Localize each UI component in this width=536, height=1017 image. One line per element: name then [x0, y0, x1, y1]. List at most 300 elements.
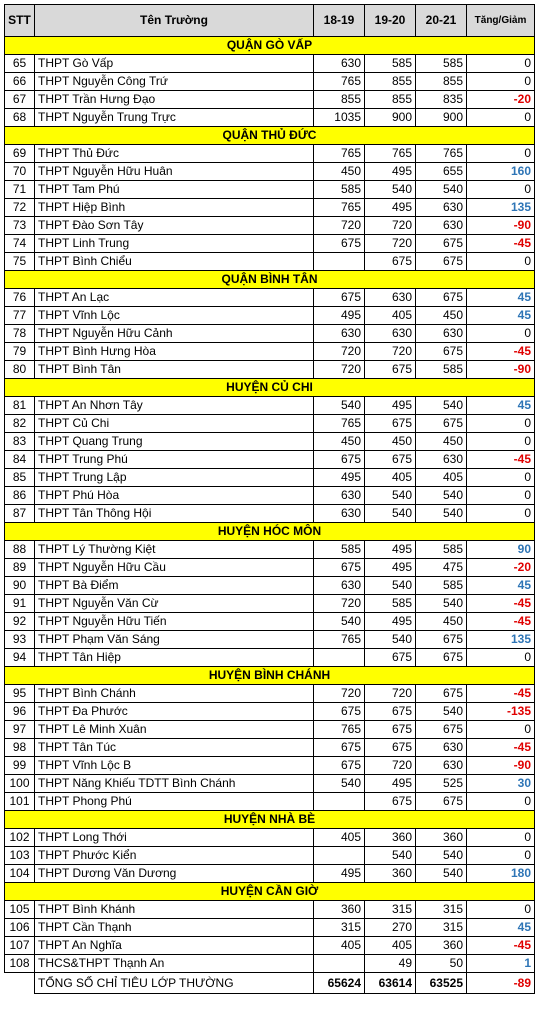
table-row: [5, 955, 535, 973]
row-year-20-21: 675: [416, 685, 467, 703]
row-change: 0: [467, 721, 535, 739]
row-stt: 100: [5, 775, 35, 793]
row-year-18-19: 720: [314, 217, 365, 235]
table-row: [5, 73, 535, 91]
row-year-19-20: 720: [365, 343, 416, 361]
row-year-18-19: 675: [314, 703, 365, 721]
row-year-20-21: 630: [416, 199, 467, 217]
row-school-name: THPT Đào Sơn Tây: [35, 217, 314, 235]
section-title: QUẬN GÒ VẤP: [5, 37, 535, 55]
row-change: 0: [467, 325, 535, 343]
table-row: [5, 739, 535, 757]
row-year-19-20: 540: [365, 631, 416, 649]
table-row: [5, 145, 535, 163]
header-stt: STT: [5, 5, 35, 37]
row-school-name: THPT Nguyễn Công Trứ: [35, 73, 314, 91]
row-stt: 71: [5, 181, 35, 199]
row-change: 0: [467, 253, 535, 271]
section-title: HUYỆN HÓC MÔN: [5, 523, 535, 541]
row-school-name: THPT Nguyễn Văn Cừ: [35, 595, 314, 613]
row-stt: 87: [5, 505, 35, 523]
table-row: [5, 109, 535, 127]
table-row: [5, 847, 535, 865]
row-year-20-21: 765: [416, 145, 467, 163]
row-stt: 75: [5, 253, 35, 271]
row-change: -45: [467, 739, 535, 757]
row-stt: 69: [5, 145, 35, 163]
row-year-19-20: 675: [365, 721, 416, 739]
row-year-19-20: 495: [365, 559, 416, 577]
row-year-19-20: 675: [365, 793, 416, 811]
table-row: [5, 865, 535, 883]
table-row: [5, 289, 535, 307]
row-year-18-19: [314, 253, 365, 271]
row-stt: 106: [5, 919, 35, 937]
row-year-19-20: 630: [365, 325, 416, 343]
total-spacer: [5, 973, 35, 994]
row-year-19-20: 270: [365, 919, 416, 937]
row-change: -90: [467, 361, 535, 379]
row-year-20-21: 675: [416, 793, 467, 811]
row-change: 0: [467, 649, 535, 667]
section-title: QUẬN THỦ ĐỨC: [5, 127, 535, 145]
row-year-19-20: 720: [365, 235, 416, 253]
row-change: -45: [467, 343, 535, 361]
row-year-20-21: 585: [416, 577, 467, 595]
section-header-row: [5, 667, 535, 685]
row-change: 45: [467, 307, 535, 325]
row-year-18-19: [314, 847, 365, 865]
row-year-18-19: 450: [314, 163, 365, 181]
row-year-18-19: 765: [314, 73, 365, 91]
quota-table: [4, 4, 535, 994]
row-stt: 66: [5, 73, 35, 91]
section-header-row: [5, 523, 535, 541]
row-year-18-19: 495: [314, 307, 365, 325]
row-change: -20: [467, 91, 535, 109]
row-year-20-21: 630: [416, 325, 467, 343]
table-row: [5, 775, 535, 793]
row-year-20-21: 540: [416, 181, 467, 199]
row-year-19-20: 720: [365, 685, 416, 703]
table-row: [5, 397, 535, 415]
row-stt: 70: [5, 163, 35, 181]
row-year-20-21: 675: [416, 415, 467, 433]
table-row: [5, 343, 535, 361]
row-school-name: THPT Tân Túc: [35, 739, 314, 757]
row-stt: 77: [5, 307, 35, 325]
row-change: 0: [467, 469, 535, 487]
row-year-20-21: 675: [416, 649, 467, 667]
row-school-name: THPT Lê Minh Xuân: [35, 721, 314, 739]
row-year-19-20: 540: [365, 181, 416, 199]
row-year-19-20: 630: [365, 289, 416, 307]
row-school-name: THPT Củ Chi: [35, 415, 314, 433]
row-school-name: THPT Phước Kiển: [35, 847, 314, 865]
row-year-19-20: 855: [365, 91, 416, 109]
row-year-18-19: 675: [314, 559, 365, 577]
table-row: [5, 325, 535, 343]
section-title: QUẬN BÌNH TÂN: [5, 271, 535, 289]
row-year-18-19: 765: [314, 199, 365, 217]
row-year-19-20: 585: [365, 55, 416, 73]
row-year-18-19: 630: [314, 55, 365, 73]
row-stt: 103: [5, 847, 35, 865]
row-year-19-20: 495: [365, 541, 416, 559]
row-change: 0: [467, 487, 535, 505]
row-year-19-20: 495: [365, 613, 416, 631]
row-year-18-19: 675: [314, 451, 365, 469]
row-stt: 99: [5, 757, 35, 775]
header-row: [5, 5, 535, 37]
row-year-20-21: 675: [416, 235, 467, 253]
row-change: 90: [467, 541, 535, 559]
row-year-20-21: 630: [416, 739, 467, 757]
header-year-18-19: 18-19: [314, 5, 365, 37]
row-school-name: THPT Vĩnh Lộc: [35, 307, 314, 325]
row-stt: 86: [5, 487, 35, 505]
row-year-19-20: 855: [365, 73, 416, 91]
row-change: 45: [467, 289, 535, 307]
row-school-name: THPT Bình Khánh: [35, 901, 314, 919]
row-year-20-21: 585: [416, 541, 467, 559]
row-year-18-19: 405: [314, 829, 365, 847]
row-change: -135: [467, 703, 535, 721]
section-title: HUYỆN CẦN GIỜ: [5, 883, 535, 901]
row-year-18-19: 630: [314, 505, 365, 523]
row-change: -45: [467, 937, 535, 955]
row-year-19-20: 675: [365, 361, 416, 379]
row-year-18-19: 855: [314, 91, 365, 109]
row-year-18-19: 585: [314, 541, 365, 559]
row-change: 0: [467, 181, 535, 199]
row-year-19-20: 720: [365, 217, 416, 235]
row-year-18-19: 405: [314, 937, 365, 955]
row-stt: 83: [5, 433, 35, 451]
total-year-20-21: 63525: [416, 973, 467, 994]
row-school-name: THPT Tân Hiệp: [35, 649, 314, 667]
row-stt: 102: [5, 829, 35, 847]
row-year-19-20: 450: [365, 433, 416, 451]
table-row: [5, 235, 535, 253]
row-change: 0: [467, 145, 535, 163]
row-year-19-20: 495: [365, 163, 416, 181]
row-school-name: THPT Bà Điểm: [35, 577, 314, 595]
row-change: 180: [467, 865, 535, 883]
row-year-20-21: 450: [416, 433, 467, 451]
row-change: -45: [467, 235, 535, 253]
row-school-name: THPT Gò Vấp: [35, 55, 314, 73]
row-year-20-21: 630: [416, 451, 467, 469]
table-row: [5, 721, 535, 739]
row-school-name: THPT Phong Phú: [35, 793, 314, 811]
row-year-19-20: 360: [365, 829, 416, 847]
row-year-20-21: 585: [416, 361, 467, 379]
row-school-name: THPT Cần Thạnh: [35, 919, 314, 937]
row-year-20-21: 540: [416, 505, 467, 523]
row-school-name: THPT Nguyễn Hữu Cảnh: [35, 325, 314, 343]
row-year-20-21: 630: [416, 217, 467, 235]
row-change: 0: [467, 901, 535, 919]
row-year-20-21: 360: [416, 937, 467, 955]
row-stt: 65: [5, 55, 35, 73]
row-year-20-21: 450: [416, 307, 467, 325]
row-change: 135: [467, 631, 535, 649]
row-year-19-20: 495: [365, 199, 416, 217]
section-header-row: [5, 811, 535, 829]
total-change: -89: [467, 973, 535, 994]
row-year-18-19: 360: [314, 901, 365, 919]
row-year-19-20: 405: [365, 469, 416, 487]
row-year-20-21: 405: [416, 469, 467, 487]
section-title: HUYỆN NHÀ BÈ: [5, 811, 535, 829]
table-row: [5, 253, 535, 271]
row-year-19-20: 765: [365, 145, 416, 163]
row-year-19-20: 675: [365, 253, 416, 271]
row-year-20-21: 675: [416, 289, 467, 307]
row-year-20-21: 585: [416, 55, 467, 73]
table-row: [5, 595, 535, 613]
row-change: 135: [467, 199, 535, 217]
row-year-19-20: 675: [365, 703, 416, 721]
row-stt: 73: [5, 217, 35, 235]
row-change: 45: [467, 577, 535, 595]
row-year-20-21: 900: [416, 109, 467, 127]
row-stt: 84: [5, 451, 35, 469]
row-year-20-21: 655: [416, 163, 467, 181]
row-stt: 105: [5, 901, 35, 919]
row-school-name: THPT Đa Phước: [35, 703, 314, 721]
row-year-18-19: 720: [314, 595, 365, 613]
row-year-20-21: 835: [416, 91, 467, 109]
row-change: -45: [467, 451, 535, 469]
table-row: [5, 901, 535, 919]
row-year-20-21: 540: [416, 703, 467, 721]
row-stt: 78: [5, 325, 35, 343]
row-change: 0: [467, 415, 535, 433]
row-school-name: THPT Bình Chiểu: [35, 253, 314, 271]
row-stt: 107: [5, 937, 35, 955]
row-year-18-19: 675: [314, 289, 365, 307]
row-stt: 72: [5, 199, 35, 217]
header-change: Tăng/Giảm: [467, 5, 535, 37]
row-change: -20: [467, 559, 535, 577]
row-change: 0: [467, 847, 535, 865]
row-year-20-21: 675: [416, 343, 467, 361]
row-school-name: THPT Tam Phú: [35, 181, 314, 199]
row-school-name: THPT Nguyễn Hữu Tiến: [35, 613, 314, 631]
row-change: -45: [467, 685, 535, 703]
row-year-18-19: 720: [314, 343, 365, 361]
row-school-name: THPT Tân Thông Hội: [35, 505, 314, 523]
row-year-20-21: 315: [416, 901, 467, 919]
row-year-20-21: 675: [416, 721, 467, 739]
row-year-19-20: 675: [365, 739, 416, 757]
row-year-18-19: 630: [314, 325, 365, 343]
table-row: [5, 91, 535, 109]
table-row: [5, 163, 535, 181]
section-header-row: [5, 127, 535, 145]
row-change: 0: [467, 505, 535, 523]
table-row: [5, 307, 535, 325]
table-row: [5, 649, 535, 667]
row-stt: 94: [5, 649, 35, 667]
row-change: 1: [467, 955, 535, 973]
row-year-19-20: 540: [365, 487, 416, 505]
row-year-18-19: [314, 793, 365, 811]
table-row: [5, 217, 535, 235]
row-stt: 79: [5, 343, 35, 361]
header-year-20-21: 20-21: [416, 5, 467, 37]
table-row: [5, 361, 535, 379]
row-year-18-19: [314, 649, 365, 667]
row-year-18-19: 765: [314, 145, 365, 163]
row-year-18-19: 675: [314, 757, 365, 775]
table-row: [5, 451, 535, 469]
row-change: -45: [467, 595, 535, 613]
row-year-20-21: 450: [416, 613, 467, 631]
row-year-18-19: 630: [314, 487, 365, 505]
row-school-name: THPT An Lạc: [35, 289, 314, 307]
row-stt: 68: [5, 109, 35, 127]
row-change: 0: [467, 109, 535, 127]
row-year-18-19: 540: [314, 613, 365, 631]
total-label: TỔNG SỐ CHỈ TIÊU LỚP THƯỜNG: [35, 973, 314, 994]
table-row: [5, 415, 535, 433]
row-school-name: THPT Hiệp Bình: [35, 199, 314, 217]
row-year-18-19: 720: [314, 361, 365, 379]
row-school-name: THPT An Nghĩa: [35, 937, 314, 955]
table-row: [5, 577, 535, 595]
row-school-name: THPT Bình Hưng Hòa: [35, 343, 314, 361]
row-year-18-19: 720: [314, 685, 365, 703]
table-body: [5, 37, 535, 973]
table-row: [5, 829, 535, 847]
row-year-19-20: 675: [365, 649, 416, 667]
row-year-20-21: 855: [416, 73, 467, 91]
row-year-18-19: 585: [314, 181, 365, 199]
total-year-18-19: 65624: [314, 973, 365, 994]
row-year-18-19: 675: [314, 739, 365, 757]
row-year-19-20: 540: [365, 847, 416, 865]
row-year-18-19: 1035: [314, 109, 365, 127]
row-change: 45: [467, 397, 535, 415]
row-year-20-21: 675: [416, 631, 467, 649]
row-year-18-19: 675: [314, 235, 365, 253]
row-year-20-21: 540: [416, 487, 467, 505]
total-year-19-20: 63614: [365, 973, 416, 994]
row-change: 0: [467, 829, 535, 847]
row-change: 0: [467, 433, 535, 451]
row-school-name: THPT Nguyễn Hữu Huân: [35, 163, 314, 181]
row-change: 0: [467, 73, 535, 91]
table-row: [5, 55, 535, 73]
row-change: 0: [467, 55, 535, 73]
section-header-row: [5, 37, 535, 55]
row-year-18-19: 450: [314, 433, 365, 451]
table-row: [5, 469, 535, 487]
row-school-name: THPT An Nhơn Tây: [35, 397, 314, 415]
row-year-18-19: 630: [314, 577, 365, 595]
row-stt: 85: [5, 469, 35, 487]
table-row: [5, 181, 535, 199]
row-year-18-19: 765: [314, 415, 365, 433]
table-row: [5, 757, 535, 775]
row-stt: 104: [5, 865, 35, 883]
row-year-18-19: 495: [314, 865, 365, 883]
header-school-name: Tên Trường: [35, 5, 314, 37]
table-row: [5, 487, 535, 505]
row-year-20-21: 315: [416, 919, 467, 937]
row-year-19-20: 675: [365, 451, 416, 469]
table-row: [5, 199, 535, 217]
quota-table-wrapper: [4, 4, 534, 994]
row-school-name: THPT Bình Tân: [35, 361, 314, 379]
row-year-18-19: 765: [314, 721, 365, 739]
row-change: -45: [467, 613, 535, 631]
row-change: 160: [467, 163, 535, 181]
section-title: HUYỆN CỦ CHI: [5, 379, 535, 397]
row-year-20-21: 540: [416, 397, 467, 415]
section-header-row: [5, 883, 535, 901]
row-year-19-20: 360: [365, 865, 416, 883]
row-stt: 74: [5, 235, 35, 253]
row-school-name: THPT Nguyễn Trung Trực: [35, 109, 314, 127]
row-change: -90: [467, 757, 535, 775]
row-change: 45: [467, 919, 535, 937]
row-year-19-20: 900: [365, 109, 416, 127]
row-year-19-20: 405: [365, 937, 416, 955]
table-row: [5, 685, 535, 703]
row-year-20-21: 540: [416, 595, 467, 613]
row-year-20-21: 50: [416, 955, 467, 973]
table-row: [5, 613, 535, 631]
table-row: [5, 631, 535, 649]
table-row: [5, 793, 535, 811]
row-year-19-20: 49: [365, 955, 416, 973]
row-stt: 81: [5, 397, 35, 415]
row-stt: 67: [5, 91, 35, 109]
row-year-20-21: 675: [416, 253, 467, 271]
row-stt: 82: [5, 415, 35, 433]
row-year-18-19: [314, 955, 365, 973]
row-year-20-21: 525: [416, 775, 467, 793]
row-year-18-19: 765: [314, 631, 365, 649]
row-school-name: THPT Quang Trung: [35, 433, 314, 451]
table-row: [5, 559, 535, 577]
table-row: [5, 703, 535, 721]
section-header-row: [5, 379, 535, 397]
row-school-name: THPT Bình Chánh: [35, 685, 314, 703]
row-year-18-19: 540: [314, 397, 365, 415]
row-school-name: THPT Trung Lập: [35, 469, 314, 487]
row-stt: 101: [5, 793, 35, 811]
table-row: [5, 541, 535, 559]
row-school-name: THPT Dương Văn Dương: [35, 865, 314, 883]
row-school-name: THPT Vĩnh Lộc B: [35, 757, 314, 775]
row-year-20-21: 475: [416, 559, 467, 577]
row-year-19-20: 495: [365, 397, 416, 415]
row-school-name: THPT Linh Trung: [35, 235, 314, 253]
table-row: [5, 433, 535, 451]
row-year-19-20: 540: [365, 577, 416, 595]
row-school-name: THPT Năng Khiếu TDTT Bình Chánh: [35, 775, 314, 793]
row-stt: 96: [5, 703, 35, 721]
table-row: [5, 505, 535, 523]
table-row: [5, 919, 535, 937]
row-change: 0: [467, 793, 535, 811]
row-year-18-19: 315: [314, 919, 365, 937]
